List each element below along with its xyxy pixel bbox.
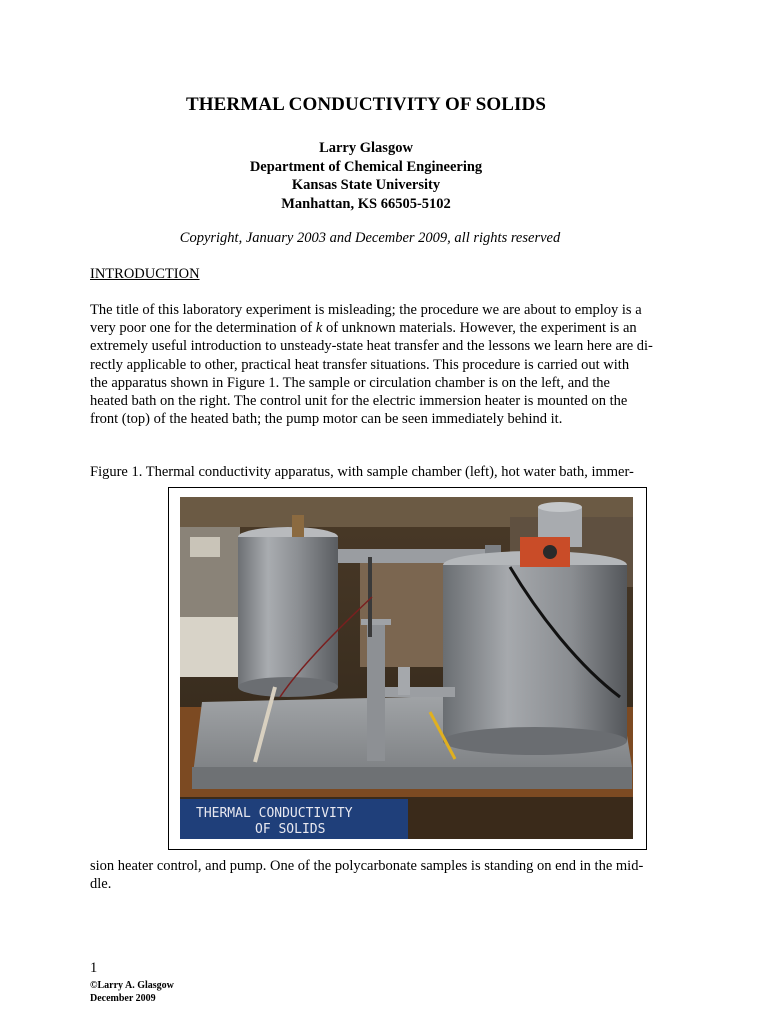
- page-title: THERMAL CONDUCTIVITY OF SOLIDS: [185, 94, 546, 115]
- caption-line: sion heater control, and pump. One of the polycarbonate samples is standing on end in the mid-: [90, 858, 644, 874]
- paragraph-line: heated bath on the right. The control unit for the electric immersion heater is mounted on the: [90, 393, 628, 410]
- paragraph-line: extremely useful introduction to unsteady-state heat transfer and the lessons we learn here are di-: [90, 338, 653, 355]
- paragraph-line: rectly applicable to other, practical heat transfer situations. This procedure is carried out with: [90, 356, 630, 373]
- paragraph-line: very poor one for the determination of k of unknown materials. However, the experiment is an: [90, 320, 637, 337]
- introduction-paragraph: [90, 301, 690, 428]
- section-heading-introduction: INTRODUCTION: [90, 266, 200, 282]
- author-block: [0, 139, 732, 213]
- copyright-notice: Copyright, January 2003 and December 2009, all rights reserved: [179, 230, 561, 246]
- paragraph-line: The title of this laboratory experiment is misleading; the procedure we are about to employ is a: [90, 302, 642, 318]
- variable-k: k: [315, 320, 323, 337]
- department: Department of Chemical Engineering: [249, 158, 483, 175]
- figure-caption-start: Figure 1. Thermal conductivity apparatus, with sample chamber (left), hot water bath, immer-: [90, 464, 634, 480]
- figure-photo-frame: [168, 487, 647, 850]
- footer-date: December 2009: [90, 993, 156, 1004]
- paragraph-line: the apparatus shown in Figure 1. The sample or circulation chamber is on the left, and the: [90, 374, 610, 391]
- author-name: Larry Glasgow: [319, 140, 413, 156]
- address: Manhattan, KS 66505-5102: [281, 195, 451, 212]
- photo-label-line2: OF SOLIDS: [255, 822, 326, 837]
- figure-caption-end: [90, 857, 690, 893]
- university: Kansas State University: [291, 177, 441, 193]
- apparatus-photo: [180, 497, 633, 839]
- footer-copyright: ©Larry A. Glasgow: [90, 980, 174, 991]
- caption-line: dle.: [90, 876, 112, 893]
- footer: [90, 979, 174, 1005]
- page-number: 1: [90, 960, 98, 976]
- paragraph-line: front (top) of the heated bath; the pump motor can be seen immediately behind it.: [90, 411, 563, 428]
- photo-label-line1: THERMAL CONDUCTIVITY: [196, 806, 353, 821]
